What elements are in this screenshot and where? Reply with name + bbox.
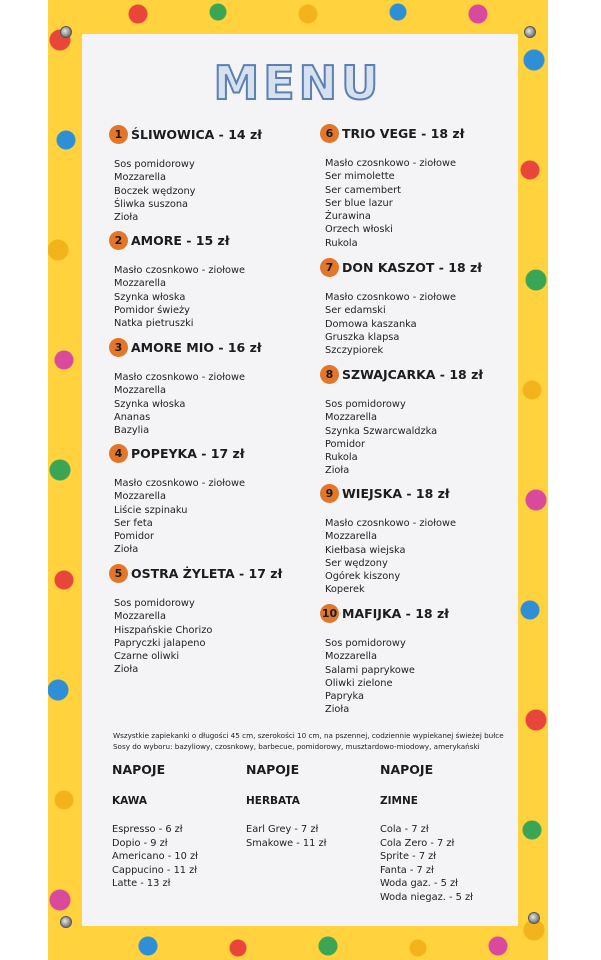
drinks-heading: NAPOJE [246, 762, 300, 777]
ingredient: Zioła [114, 544, 139, 556]
ingredient: Masło czosnkowo - ziołowe [325, 292, 457, 303]
ingredient: Mozzarella [114, 172, 167, 184]
drinks-category: HERBATA [246, 795, 300, 807]
ingredient-list [114, 371, 309, 437]
ingredient: Szynka włoska [114, 398, 186, 410]
item-number-badge: 5 [109, 564, 128, 583]
ingredient: Zioła [114, 664, 139, 676]
drinks-heading: NAPOJE [112, 762, 166, 777]
menu-item-header [109, 443, 309, 463]
drink-item: Earl Grey - 7 zł [246, 824, 319, 835]
item-number-badge: 7 [320, 258, 339, 277]
item-name-price: OSTRA ŻYLETA - 17 zł [131, 565, 283, 581]
mount-bolt-icon [524, 26, 536, 38]
menu-item-header [109, 230, 309, 250]
ingredient: Szynka Szwarcwaldzka [325, 425, 438, 437]
ingredient: Szynka włoska [114, 291, 186, 303]
ingredient: Rukola [325, 237, 358, 249]
drink-item: Smakowe - 11 zł [246, 837, 327, 849]
ingredient: Szczypiorek [325, 345, 384, 357]
item-name-price: SZWAJCARKA - 18 zł [342, 366, 484, 382]
menu-item-header [109, 563, 309, 583]
drinks-list [246, 823, 376, 850]
drink-item: Fanta - 7 zł [380, 864, 434, 876]
menu-item-header [320, 257, 520, 277]
ingredient-list [114, 264, 309, 330]
ingredient: Orzech włoski [325, 224, 393, 236]
menu-item-header [109, 124, 309, 144]
ingredient: Natka pietruszki [114, 318, 194, 330]
menu-item-header [320, 483, 520, 503]
ingredient: Salami paprykowe [325, 664, 415, 676]
item-name-price: AMORE - 15 zł [131, 232, 230, 248]
ingredient: Kiełbasa wiejska [325, 544, 406, 556]
menu-item-header [109, 337, 309, 357]
item-number-badge: 2 [109, 231, 128, 250]
ingredient: Zioła [325, 704, 350, 716]
ingredient: Czarne oliwki [114, 651, 180, 663]
item-name-price: POPEYKA - 17 zł [131, 445, 245, 461]
ingredient-list [114, 477, 309, 557]
ingredient: Ser camembert [325, 184, 402, 196]
ingredient-list [325, 291, 520, 357]
item-name-price: DON KASZOT - 18 zł [342, 259, 482, 275]
drink-item: Dopio - 9 zł [112, 837, 168, 849]
item-name-price: ŚLIWOWICA - 14 zł [131, 126, 262, 142]
ingredient: Koperek [325, 584, 365, 596]
ingredient: Gruszka klapsa [325, 331, 400, 343]
ingredient: Śliwka suszona [114, 198, 189, 210]
item-name-price: TRIO VEGE - 18 zł [342, 125, 465, 141]
ingredient: Mozzarella [325, 651, 378, 663]
ingredient-list [325, 637, 520, 717]
drinks-column [112, 762, 242, 891]
item-number-badge: 9 [320, 484, 339, 503]
ingredient: Boczek wędzony [114, 185, 196, 197]
ingredient: Ser mimolette [325, 171, 395, 183]
item-number-badge: 8 [320, 365, 339, 384]
ingredient: Sos pomidorowy [114, 598, 195, 609]
drinks-column [380, 762, 510, 905]
drink-item: Espresso - 6 zł [112, 824, 183, 835]
item-name-price: WIEJSKA - 18 zł [342, 485, 450, 501]
footnote-sauces: Sosy do wyboru: bazyliowy, czosnkowy, barbecue, pomidorowy, musztardowo-miodowy, amerykański [113, 742, 480, 751]
drink-item: Cola Zero - 7 zł [380, 837, 455, 849]
footnote-size-info: Wszystkie zapiekanki o długości 45 cm, szerokości 10 cm, na pszennej, codziennie wypiekanej świeżej bułce [113, 731, 504, 740]
ingredient: Ogórek kiszony [325, 571, 401, 583]
mount-bolt-icon [528, 912, 540, 924]
ingredient: Zioła [325, 465, 350, 477]
footnote [113, 730, 513, 752]
ingredient-list [325, 398, 520, 478]
ingredient: Zioła [114, 212, 139, 224]
ingredient: Oliwki zielone [325, 677, 393, 689]
ingredient: Żurawina [325, 211, 371, 223]
ingredient: Hiszpańskie Chorizo [114, 624, 213, 636]
menu-item-header [320, 364, 520, 384]
drinks-list [112, 823, 242, 891]
ingredient: Pomidor [325, 438, 366, 450]
item-number-badge: 10 [320, 604, 339, 623]
drink-item: Woda niegaz. - 5 zł [380, 891, 473, 903]
drink-item: Americano - 10 zł [112, 851, 198, 863]
menu-item [109, 337, 309, 437]
ingredient: Mozzarella [114, 385, 167, 397]
ingredient: Papryczki jalapeno [114, 637, 206, 649]
menu-item-header [320, 123, 520, 143]
ingredient-list [325, 517, 520, 597]
menu-item [320, 603, 520, 717]
mount-bolt-icon [60, 26, 72, 38]
item-number-badge: 4 [109, 444, 128, 463]
menu-item [320, 364, 520, 478]
ingredient: Mozzarella [114, 611, 167, 623]
ingredient: Rukola [325, 452, 358, 464]
ingredient: Bazylia [114, 425, 150, 437]
menu-title: MENU [213, 56, 383, 110]
ingredient: Ananas [114, 411, 151, 423]
item-name-price: AMORE MIO - 16 zł [131, 339, 262, 355]
ingredient: Sos pomidorowy [325, 399, 406, 410]
ingredient: Domowa kaszanka [325, 318, 417, 330]
ingredient: Mozzarella [114, 491, 167, 503]
drinks-category: KAWA [112, 795, 148, 807]
item-number-badge: 6 [320, 124, 339, 143]
menu-item [109, 230, 309, 330]
ingredient: Liście szpinaku [114, 504, 188, 516]
drink-item: Cola - 7 zł [380, 824, 429, 835]
drink-item: Latte - 13 zł [112, 878, 171, 890]
ingredient-list [325, 157, 520, 250]
drinks-column [246, 762, 376, 850]
menu-item [109, 443, 309, 557]
ingredient: Ser edamski [325, 305, 386, 317]
ingredient: Masło czosnkowo - ziołowe [114, 478, 246, 489]
menu-item [320, 123, 520, 250]
ingredient: Mozzarella [325, 412, 378, 424]
mount-bolt-icon [60, 916, 72, 928]
menu-item [320, 257, 520, 357]
drinks-heading: NAPOJE [380, 762, 434, 777]
ingredient: Masło czosnkowo - ziołowe [325, 158, 457, 169]
item-number-badge: 1 [109, 125, 128, 144]
drink-item: Sprite - 7 zł [380, 851, 437, 863]
ingredient: Mozzarella [325, 531, 378, 543]
ingredient-list [114, 597, 309, 677]
ingredient: Ser wędzony [325, 557, 388, 569]
ingredient: Masło czosnkowo - ziołowe [114, 265, 246, 276]
menu-item-header [320, 603, 520, 623]
drinks-list [380, 823, 510, 905]
ingredient: Mozzarella [114, 278, 167, 290]
menu-item [109, 563, 309, 677]
ingredient: Ser feta [114, 517, 153, 529]
ingredient: Masło czosnkowo - ziołowe [114, 372, 246, 383]
ingredient: Papryka [325, 691, 365, 703]
item-name-price: MAFIJKA - 18 zł [342, 605, 449, 621]
item-number-badge: 3 [109, 338, 128, 357]
ingredient: Masło czosnkowo - ziołowe [325, 518, 457, 529]
ingredient-list [114, 158, 309, 224]
menu-item [320, 483, 520, 597]
drink-item: Cappucino - 11 zł [112, 864, 198, 876]
ingredient: Sos pomidorowy [114, 159, 195, 170]
ingredient: Ser blue lazur [325, 197, 393, 209]
ingredient: Pomidor [114, 531, 155, 543]
ingredient: Pomidor świeży [114, 304, 190, 316]
drink-item: Woda gaz. - 5 zł [380, 878, 458, 890]
drinks-category: ZIMNE [380, 795, 418, 807]
ingredient: Sos pomidorowy [325, 638, 406, 649]
menu-item [109, 124, 309, 224]
